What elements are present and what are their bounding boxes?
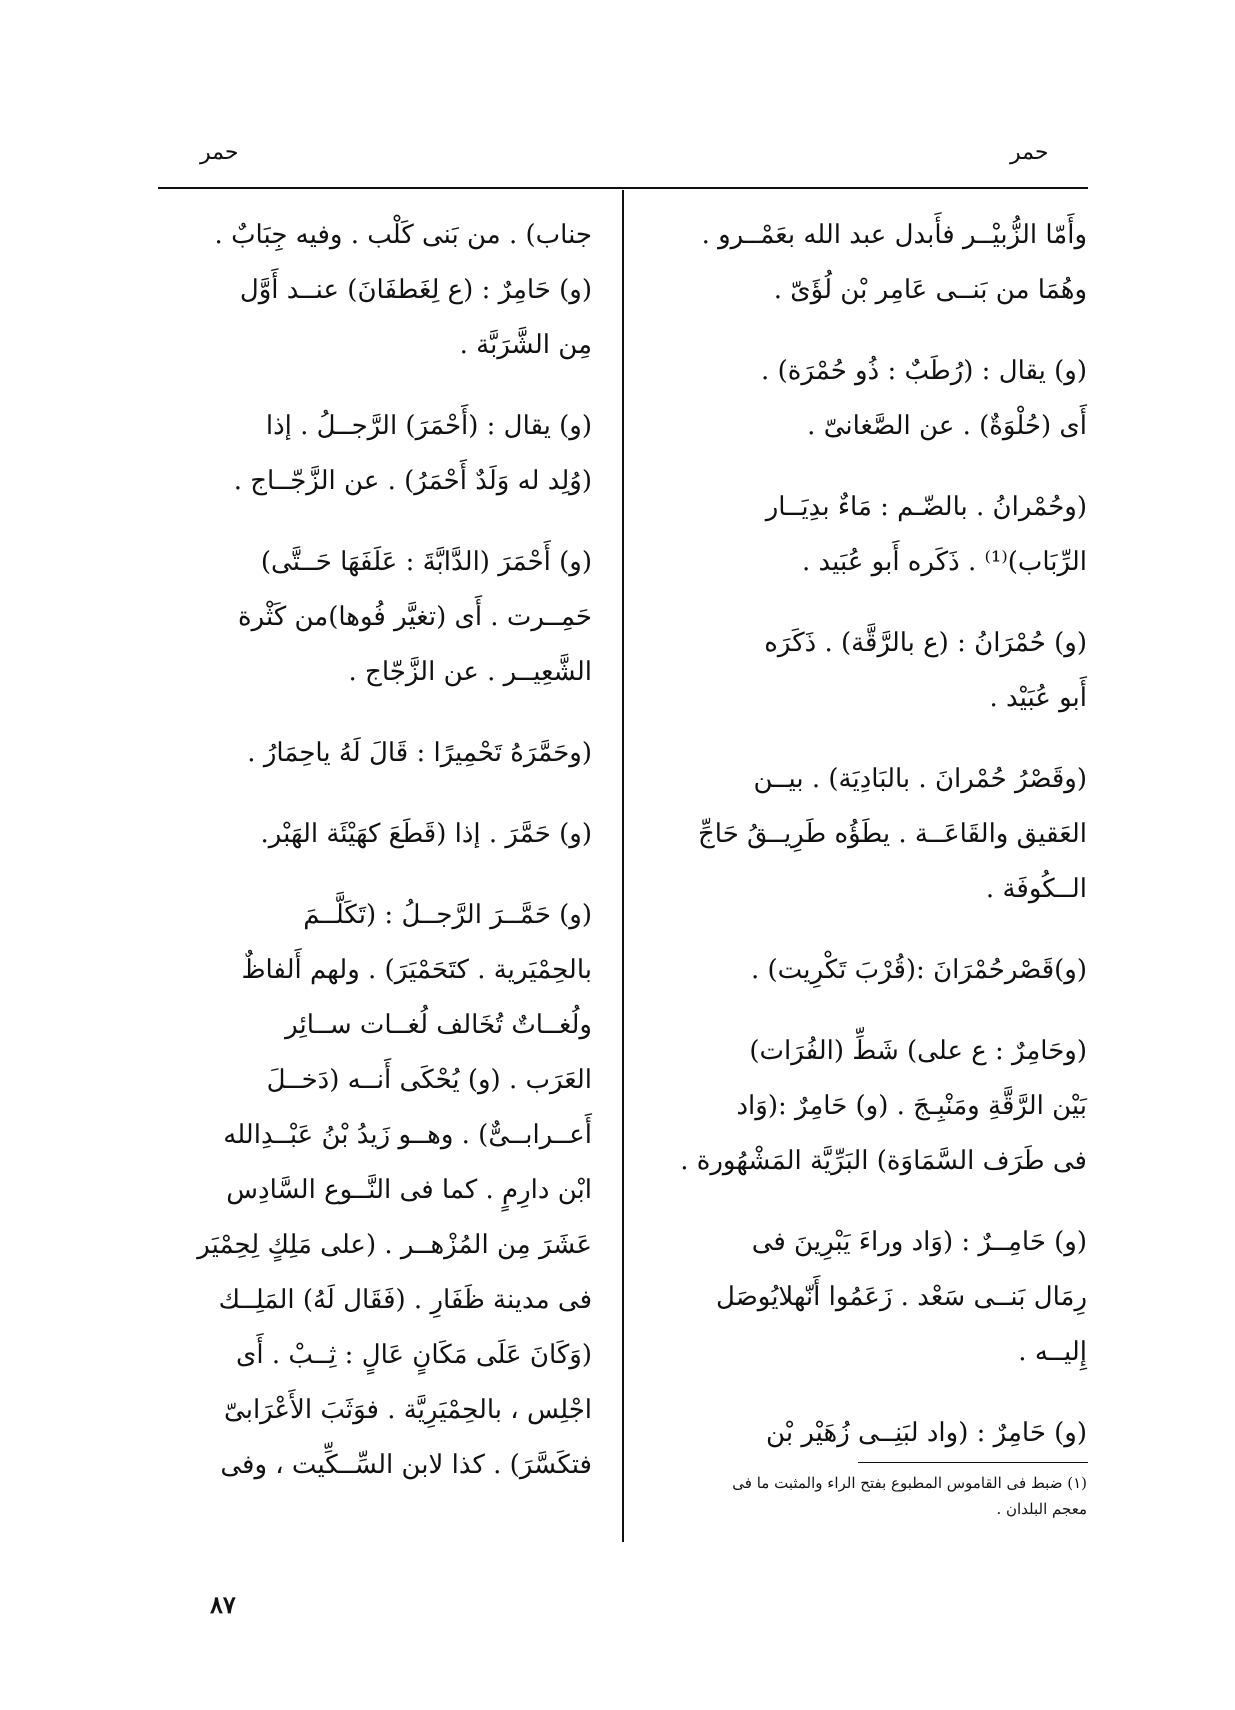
footnote-line: (١) ضبط فى القاموس المطبوع بفتح الراء والمثبت ما فى [732, 1474, 1087, 1492]
entry-line: الشَّعِيــر . عن الزَّجّاج . [348, 657, 592, 687]
dictionary-entry [655, 208, 1087, 318]
entry-line: (و) حَامِرٌ : (واد لبَنِــى زُهَيْر بْن [766, 1418, 1087, 1448]
entry-line: بَيْن الرَّقَّةِ ومَنْبِـجَ . (و) حَامِرٌ :(وَاد [736, 1091, 1087, 1121]
dictionary-entry [160, 888, 592, 1493]
entry-line: الرِّبَاب)⁽¹⁾ . ذَكَره أَبو عُبَيد . [802, 547, 1087, 577]
dictionary-entry [160, 208, 592, 373]
entry-line: حَمِــرت . أَى (تغيَّر فُوها)من كَثْرة [238, 602, 592, 632]
entry-line: جناب) . من بَنى كَلْب . وفيه جِبَابٌ . [214, 220, 592, 250]
footnote-line: معجم البلدان . [996, 1500, 1087, 1518]
right-column [655, 208, 1087, 1487]
dictionary-entry [160, 399, 592, 509]
entry-line: (وحُمْرانُ . بالضّـم : مَاءٌ بدِيَــار [765, 492, 1087, 522]
entry-line: بالحِمْيَرية . كتَحَمْيَرَ) . ولهم أَلفاظٌ [241, 955, 592, 985]
entry-line: فى مدينة ظَفَارِ . (فَقَال لَهُ) المَلِــك [218, 1285, 592, 1315]
dictionary-entry [655, 616, 1087, 726]
entry-line: (و)قَصْرحُمْرَانَ :(قُرْبَ تَكْرِيت) . [751, 955, 1087, 985]
entry-line: (وقَصْرُ حُمْرانَ . بالبَادِيَة) . بيــن [753, 764, 1087, 794]
entry-line: رِمَال بَنــى سَعْد . زَعَمُوا أَنّهلايُوصَل [716, 1282, 1087, 1312]
dictionary-entry [655, 1215, 1087, 1380]
entry-line: وهُمَا من بَنــى عَامِر بْن لُؤَىّ . [773, 275, 1087, 305]
entry-line: أَى (حُلْوَةٌ) . عن الصَّغانىّ . [807, 411, 1087, 441]
dictionary-entry [655, 344, 1087, 454]
entry-line: وأَمّا الزُّبيْــر فأَبدل عبد الله بعَمْــرو . [701, 220, 1087, 250]
entry-line: العَرَب . (و) يُحْكَى أَنــه (دَخــلَ [266, 1065, 592, 1095]
entry-line: (وحَامِرٌ : ع على) شَطِّ (الفُرَات) [749, 1036, 1087, 1066]
entry-line: (و) حَمَّرَ . إذا (قَطَعَ كهَيْئَة الهَبْر. [260, 819, 592, 849]
entry-line: اجْلِس ، بالحِمْيَرِيَّة . فوَثَبَ الأَعْرَابىّ [224, 1395, 592, 1425]
dictionary-entry [655, 943, 1087, 998]
entry-line: (و) أَحْمَرَ (الدَّابَّةَ : عَلَفَهَا حَــتَّى) [260, 547, 592, 577]
entry-line: (و) يقال : (أَحْمَرَ) الرَّجــلُ . إذا [265, 411, 592, 441]
dictionary-entry [655, 1406, 1087, 1461]
column-divider [622, 190, 624, 1542]
entry-line: الــكُوفَة . [985, 874, 1087, 904]
entry-line: أَعــرابــىٌّ) . وهــو زَيدُ بْنُ عَبْــدِالله [223, 1120, 592, 1150]
running-head-right: حمر [1010, 140, 1049, 165]
entry-line: ولُغــاتٌ تُخَالف لُغــات ســائِر [285, 1010, 592, 1040]
entry-line: فتكَسَّرَ) . كذا لابن السِّــكِّيت ، وفى [220, 1450, 592, 1480]
left-column [160, 208, 592, 1519]
footnote-rule [858, 1462, 1088, 1463]
dictionary-entry [655, 480, 1087, 590]
dictionary-entry [160, 726, 592, 781]
entry-line: (و) يقال : (رُطَبٌ : ذُو حُمْرَة) . [761, 356, 1087, 386]
entry-line: (و) حَمَّــرَ الرَّجــلُ : (تَكَلَّــمَ [303, 900, 592, 930]
entry-line: مِن الشَّرَبَّة . [459, 330, 592, 360]
entry-line: ابْن دارِمٍ . كما فى النَّــوع السَّادِس [226, 1175, 592, 1205]
entry-line: (و) حُمْرَانُ : (ع بالرَّقَّة) . ذَكَرَه [764, 628, 1087, 658]
dictionary-entry [655, 752, 1087, 917]
entry-line: (و) حَامِرٌ : (ع لِغَطفَانَ) عنــد أَوَّل [239, 275, 592, 305]
entry-line: (وَكَانَ عَلَى مَكَانٍ عَالٍ : ثِــبْ . أَى [236, 1340, 592, 1370]
dictionary-entry [160, 535, 592, 700]
page-number: ٨٧ [210, 1590, 236, 1619]
entry-line: أَبو عُبَيْد . [989, 683, 1087, 713]
dictionary-entry [655, 1024, 1087, 1189]
entry-line: إِليــه . [1018, 1337, 1087, 1367]
entry-line: (وحَمَّرَهُ تَحْمِيرًا : قَالَ لَهُ ياحِمَارُ . [247, 738, 592, 768]
entry-line: (وُلِد له وَلَدٌ أَحْمَرُ) . عن الزَّجّــاج . [233, 466, 592, 496]
entry-line: فى طَرَف السَّمَاوَة) البَرِّيَّة المَشْهُورة . [680, 1146, 1087, 1176]
footnote [655, 1470, 1087, 1522]
dictionary-entry [160, 807, 592, 862]
entry-line: (و) حَامِــرٌ : (وَاد وراءَ يَبْرِينَ فى [751, 1227, 1087, 1257]
entry-line: عَشَرَ مِن المُزْهــر . (على مَلِكٍ لِحِمْيَر [197, 1230, 592, 1260]
header-rule [158, 187, 1088, 189]
entry-line: العَقيق والقَاعَــة . يطَؤُه طَرِيــقُ حَاجِّ [697, 819, 1087, 849]
running-head-left: حمر [200, 140, 239, 165]
